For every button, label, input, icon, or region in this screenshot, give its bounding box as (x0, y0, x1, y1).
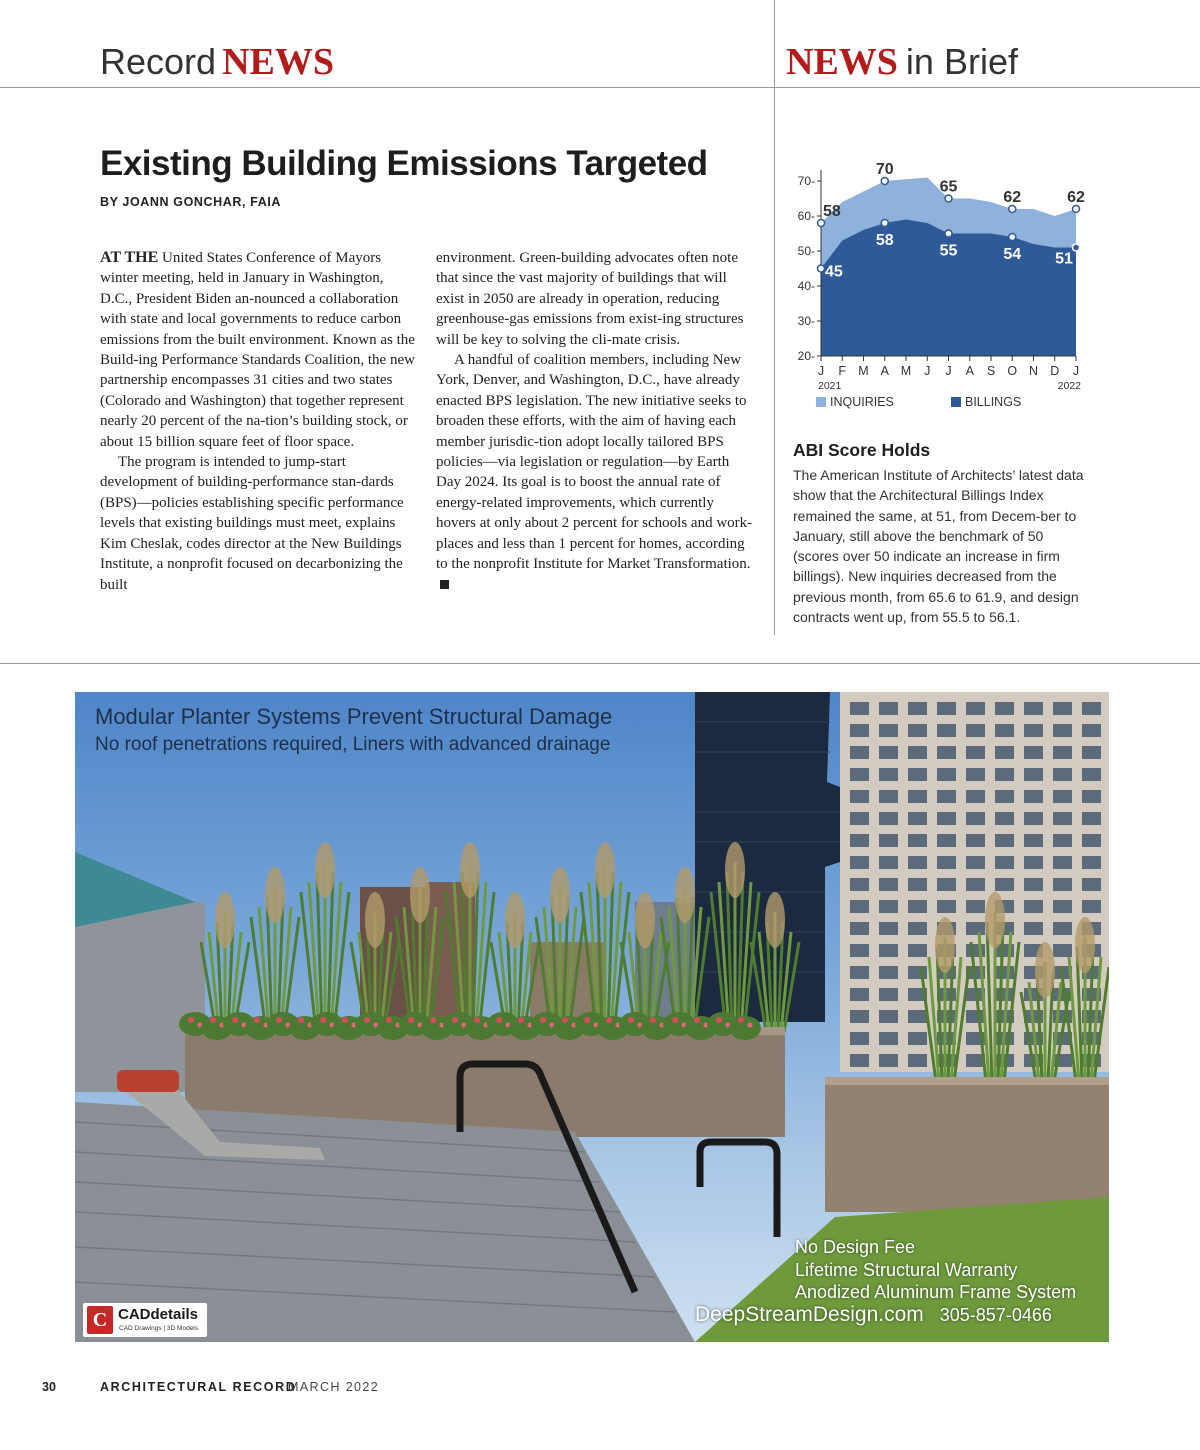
window (995, 702, 1014, 715)
window (937, 790, 956, 803)
window (908, 1032, 927, 1045)
legend-swatch-inquiries (816, 397, 826, 407)
window (1053, 944, 1072, 957)
window (1053, 922, 1072, 935)
window (995, 856, 1014, 869)
grass-plume (410, 867, 430, 923)
legend-label-inquiries: INQUIRIES (830, 395, 894, 409)
window (1053, 834, 1072, 847)
window (937, 834, 956, 847)
window (850, 878, 869, 891)
window (908, 768, 927, 781)
inquiries-point (1073, 206, 1080, 213)
ad-contact (695, 1303, 1052, 1327)
window (966, 702, 985, 715)
window (995, 746, 1014, 759)
page-number: 30 (42, 1380, 56, 1394)
window (1082, 812, 1101, 825)
window (1024, 702, 1043, 715)
grass-plume (315, 842, 335, 898)
window (879, 724, 898, 737)
window (1053, 746, 1072, 759)
window (1082, 834, 1101, 847)
window (879, 1010, 898, 1023)
window (908, 746, 927, 759)
window (1082, 856, 1101, 869)
window (1024, 768, 1043, 781)
ad-website-link[interactable]: DeepStreamDesign.com (695, 1303, 924, 1326)
window (879, 878, 898, 891)
x-tick-label: N (1028, 364, 1039, 378)
window (879, 768, 898, 781)
flower (276, 1017, 282, 1023)
x-tick-label: J (945, 364, 952, 378)
window (1053, 878, 1072, 891)
window (966, 922, 985, 935)
window (1082, 746, 1101, 759)
window (908, 966, 927, 979)
window (879, 812, 898, 825)
window (1053, 790, 1072, 803)
window (850, 746, 869, 759)
inquiries-point (1009, 206, 1016, 213)
wood-planter-cap (825, 1077, 1109, 1085)
window (1053, 724, 1072, 737)
ad-headline: Modular Planter Systems Prevent Structural Damage (95, 704, 613, 729)
window (995, 834, 1014, 847)
window (850, 988, 869, 1001)
x-tick-label: M (858, 364, 869, 378)
brief-section-light: in Brief (905, 41, 1018, 82)
flower (562, 1017, 568, 1023)
y-tick-label: 40- (797, 279, 815, 293)
window (1024, 790, 1043, 803)
ad-feature: Lifetime Structural Warranty (795, 1259, 1018, 1280)
legend-label-billings: BILLINGS (965, 395, 1022, 409)
flower (738, 1017, 744, 1023)
window (966, 944, 985, 957)
flower (496, 1017, 502, 1023)
flower (628, 1017, 634, 1023)
grass-plume (460, 842, 480, 898)
window (850, 900, 869, 913)
window (966, 768, 985, 781)
window (966, 856, 985, 869)
window (879, 944, 898, 957)
x-tick-label: S (986, 364, 996, 378)
window (937, 746, 956, 759)
x-tick-label: F (838, 364, 847, 378)
flower (748, 1023, 753, 1028)
window (1024, 812, 1043, 825)
flower (518, 1017, 524, 1023)
end-mark-icon (440, 580, 449, 589)
window (937, 724, 956, 737)
window (937, 856, 956, 869)
caddetails-mark-icon: C (87, 1306, 113, 1334)
billings-data-label: 58 (875, 232, 894, 249)
window (879, 856, 898, 869)
inquiries-data-label: 65 (939, 178, 958, 196)
window (937, 768, 956, 781)
article-ad-divider (0, 663, 1200, 664)
ad-phone[interactable]: 305-857-0466 (939, 1305, 1052, 1325)
flower (408, 1017, 414, 1023)
article-paragraph: environment. Green-building advocates often note that since the vast majority of buildings that will exist in 2050 are already in operation, reducing greenhouse-gas emissions from exist-ing structures will be key to solving the cli-mate crisis. (436, 250, 744, 348)
window (937, 900, 956, 913)
publication-name: ARCHITECTURAL RECORD (100, 1380, 297, 1394)
flower (298, 1017, 304, 1023)
window (995, 988, 1014, 1001)
flower (430, 1017, 436, 1023)
window (908, 900, 927, 913)
window (995, 966, 1014, 979)
window (1082, 900, 1101, 913)
caddetails-tagline: CAD Drawings | 3D Models (119, 1325, 198, 1332)
year-label-start: 2021 (818, 380, 842, 392)
x-tick-label: J (924, 364, 931, 378)
window (908, 1010, 927, 1023)
inquiries-data-label: 62 (1003, 189, 1022, 206)
window (908, 702, 927, 715)
window (937, 702, 956, 715)
x-tick-label: J (817, 364, 825, 378)
window (879, 702, 898, 715)
window (966, 1010, 985, 1023)
flower (232, 1017, 238, 1023)
caddetails-logo[interactable] (83, 1303, 207, 1337)
window (908, 922, 927, 935)
window (966, 812, 985, 825)
window (850, 1010, 869, 1023)
grass-plume (595, 842, 615, 898)
ad-feature: Anodized Aluminum Frame System (795, 1282, 1077, 1302)
window (850, 702, 869, 715)
window (1082, 768, 1101, 781)
window (966, 900, 985, 913)
window (995, 878, 1014, 891)
window (879, 746, 898, 759)
window (850, 1054, 869, 1067)
billings-point (1009, 234, 1016, 241)
flower (672, 1017, 678, 1023)
grass-plume (635, 892, 655, 948)
brief-body: The American Institute of Architects’ latest data show that the Architectural Billings Index remained the same, at 51, from Decem-ber to January, still above the benchmark of 50 (scores over 50 indicate an increase in firm billings). New inquiries decreased from the previous month, from 65.6 to 61.9, and design contracts went up, from 55.5 to 56.1. (793, 467, 1084, 626)
billings-point (818, 265, 825, 272)
column-divider (774, 87, 775, 635)
grass-plume (365, 892, 385, 948)
window (966, 746, 985, 759)
window (1053, 768, 1072, 781)
inquiries-data-label: 58 (823, 203, 841, 220)
y-tick-label: 20- (797, 349, 815, 363)
window (850, 834, 869, 847)
window (966, 834, 985, 847)
window (879, 1054, 898, 1067)
window (1053, 812, 1072, 825)
window (1024, 834, 1043, 847)
article-paragraph: The program is intended to jump-start development of building-performance stan-dards (BPS)—policies establishing specific performance levels that existing buildings must meet, explains Kim Cheslak, codes director at the New Buildings Institute, a nonprofit focused on decarbonizing the built (100, 454, 404, 593)
window (937, 812, 956, 825)
window (879, 966, 898, 979)
billings-data-label: 55 (939, 242, 958, 260)
window (850, 944, 869, 957)
grass-plume (215, 892, 235, 948)
window (850, 856, 869, 869)
flower (716, 1017, 722, 1023)
flower (606, 1017, 612, 1023)
window (908, 834, 927, 847)
window (1053, 702, 1072, 715)
grass-plume (985, 892, 1005, 948)
article-column-1 (100, 248, 418, 595)
window (995, 724, 1014, 737)
window (908, 790, 927, 803)
flower (452, 1017, 458, 1023)
legend-swatch-billings (951, 397, 961, 407)
window (1082, 702, 1101, 715)
flower (386, 1017, 392, 1023)
brief-title: ABI Score Holds (793, 440, 931, 460)
y-tick-label: 60- (797, 209, 815, 223)
window (1082, 724, 1101, 737)
window (879, 834, 898, 847)
x-tick-label: D (1050, 364, 1060, 378)
window (879, 1032, 898, 1045)
header-divider-vertical (774, 0, 775, 87)
x-tick-label: J (1072, 364, 1080, 378)
window (850, 768, 869, 781)
ad-feature-list (795, 1236, 1076, 1304)
grass-plume (675, 867, 695, 923)
article-column-2 (436, 248, 754, 595)
article-text: United States Conference of Mayors winter meeting, held in January in Washington, D.C., President Biden an-nounced a collaboration with state and local governments to reduce carbon emissions from the built environment. Known as the Build-ing Performance Standards Coalition, the new partnership encompasses 31 cities and two states (Colorado and Washington) that together represent nearly 20 percent of the na-tion’s building stock, or about 15 billion square feet of floor space. (100, 250, 415, 450)
window (1024, 878, 1043, 891)
y-tick-label: 70- (797, 174, 815, 188)
window (908, 1054, 927, 1067)
flower (188, 1017, 194, 1023)
section-title-record-news (100, 40, 334, 84)
billings-point (1073, 244, 1080, 251)
window (879, 900, 898, 913)
section-title-light: Record (100, 41, 217, 82)
window (995, 790, 1014, 803)
x-tick-label: A (965, 364, 974, 378)
window (937, 878, 956, 891)
window (1082, 878, 1101, 891)
abi-chart (790, 160, 1090, 420)
article-paragraph (436, 350, 754, 595)
article-lead-in: AT THE (100, 249, 159, 266)
x-tick-label: M (900, 364, 912, 378)
inquiries-point (818, 220, 825, 227)
window (1024, 900, 1043, 913)
window (1082, 790, 1101, 803)
window (995, 768, 1014, 781)
flower (584, 1017, 590, 1023)
billings-data-label: 54 (1003, 246, 1022, 263)
billings-data-label: 45 (825, 263, 843, 281)
window (908, 856, 927, 869)
window (879, 988, 898, 1001)
ad-subheadline: No roof penetrations required, Liners with advanced drainage (95, 734, 611, 755)
window (1024, 856, 1043, 869)
grass-plume (1075, 917, 1095, 973)
window (966, 878, 985, 891)
flower (540, 1017, 546, 1023)
header-divider (0, 87, 1200, 88)
window (879, 922, 898, 935)
article-text: A handful of coalition members, including New York, Denver, and Washington, D.C., have already enacted BPS legislation. The new initiative seeks to broaden these efforts, with the aim of having each member jurisdic-tion adopt locally tailored BPS policies—via legislation or regulation—by Earth Day 2024. Its goal is to boost the annual rate of energy-related improvements, which currently hovers at only about 2 percent for schools and work-places and less than 1 percent for homes, according to the nonprofit Institute for Market Transformation. (436, 352, 753, 573)
window (850, 790, 869, 803)
flower (364, 1017, 370, 1023)
grass-plume (935, 917, 955, 973)
window (966, 790, 985, 803)
y-tick-label: 50- (797, 244, 815, 258)
shrub (729, 1016, 761, 1040)
grass-plume (550, 867, 570, 923)
flower (320, 1017, 326, 1023)
article-paragraph (100, 248, 418, 452)
window (850, 724, 869, 737)
brief-section-bold: NEWS (786, 41, 898, 83)
window (1053, 856, 1072, 869)
window (850, 922, 869, 935)
year-label-end: 2022 (1057, 380, 1081, 392)
window (850, 812, 869, 825)
window (879, 790, 898, 803)
window (908, 812, 927, 825)
inquiries-point (881, 178, 888, 185)
grass-plume (1035, 942, 1055, 998)
window (908, 724, 927, 737)
stair-railing (700, 1142, 777, 1237)
lounge-pillow (117, 1070, 179, 1092)
window (908, 944, 927, 957)
y-tick-label: 30- (797, 314, 815, 328)
inquiries-data-label: 62 (1067, 189, 1085, 206)
flower (474, 1017, 480, 1023)
caddetails-name: CADdetails (118, 1306, 199, 1323)
wood-planter (825, 1077, 1109, 1212)
window (908, 878, 927, 891)
article-headline: Existing Building Emissions Targeted (100, 144, 708, 183)
issue-date: MARCH 2022 (288, 1380, 380, 1394)
x-tick-label: O (1007, 364, 1018, 378)
flower (342, 1017, 348, 1023)
window (966, 724, 985, 737)
window (1053, 900, 1072, 913)
window (1024, 724, 1043, 737)
section-title-news-in-brief (786, 40, 1018, 84)
flower (254, 1017, 260, 1023)
flower (650, 1017, 656, 1023)
grass-plume (765, 892, 785, 948)
flower (694, 1017, 700, 1023)
article-byline: BY JOANN GONCHAR, FAIA (100, 195, 282, 209)
window (1024, 922, 1043, 935)
inquiries-point (945, 195, 952, 202)
advertisement[interactable] (75, 692, 1109, 1342)
window (850, 966, 869, 979)
ad-feature: No Design Fee (795, 1237, 916, 1257)
window (850, 1032, 869, 1045)
inquiries-data-label: 70 (875, 161, 894, 178)
x-tick-label: A (880, 364, 889, 378)
window (995, 812, 1014, 825)
grass-plume (725, 842, 745, 898)
window (1024, 746, 1043, 759)
grass-plume (265, 867, 285, 923)
billings-point (881, 220, 888, 227)
section-title-bold: NEWS (222, 41, 334, 83)
residential-windows (850, 702, 1101, 1067)
billings-point (945, 230, 952, 237)
billings-data-label: 51 (1055, 250, 1073, 268)
grass-plume (505, 892, 525, 948)
flower (210, 1017, 216, 1023)
